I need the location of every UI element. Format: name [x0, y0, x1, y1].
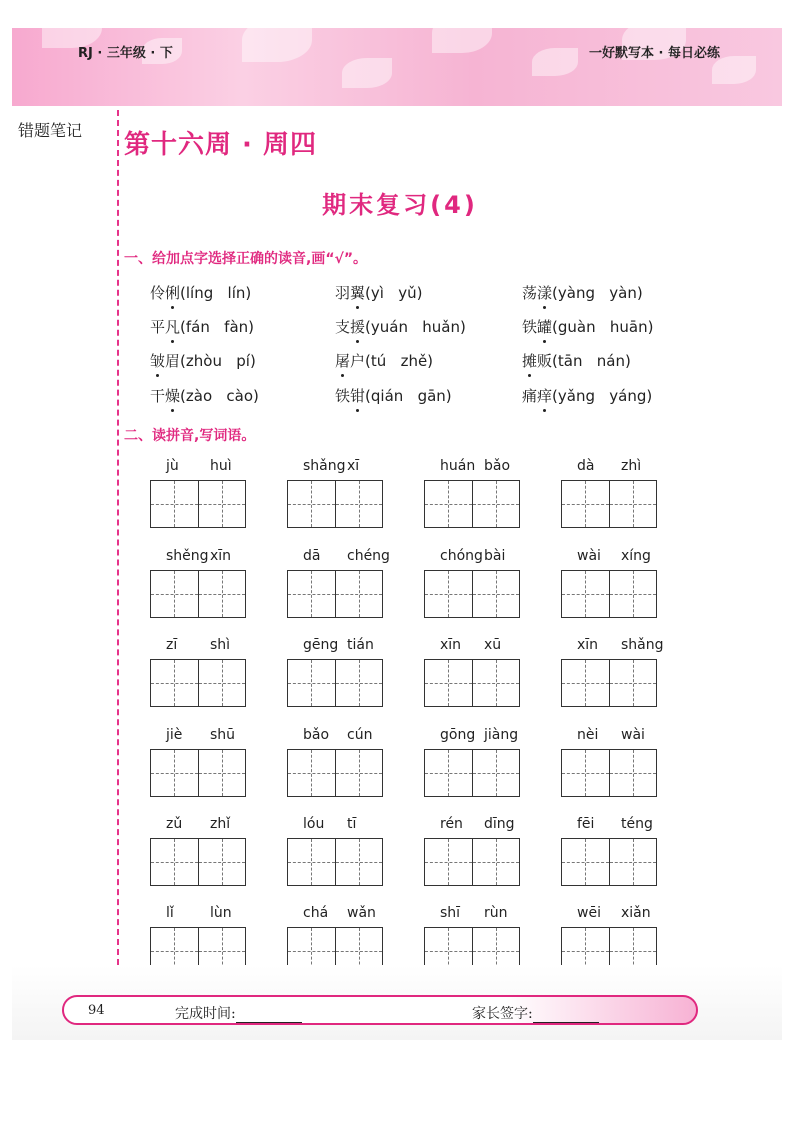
pinyin-options[interactable]: (qián gān)	[365, 387, 452, 405]
parent-signature-blank[interactable]	[533, 1008, 599, 1023]
completion-time-field[interactable]	[175, 1003, 302, 1023]
writing-grid[interactable]	[424, 480, 520, 528]
pinyin-writing-item	[150, 816, 250, 888]
word-char: 眉	[165, 352, 181, 370]
pinyin-writing-item	[287, 637, 387, 709]
pronunciation-item[interactable]	[522, 316, 653, 337]
word-char: 平	[150, 318, 166, 336]
pinyin-syllable: lóu	[303, 816, 325, 832]
parent-signature-field[interactable]	[472, 1003, 599, 1023]
pinyin-syllable: tián	[347, 637, 374, 653]
pinyin-syllable: zī	[166, 637, 178, 653]
pinyin-options[interactable]: (yì yǔ)	[365, 284, 423, 302]
pinyin-writing-item	[561, 816, 661, 888]
pinyin-options[interactable]: (guàn huān)	[552, 318, 654, 336]
tian-grid-cell[interactable]	[609, 660, 657, 706]
tian-grid-cell[interactable]	[472, 839, 520, 885]
tian-grid-cell[interactable]	[609, 481, 657, 527]
tian-grid-cell[interactable]	[472, 660, 520, 706]
dotted-char: 漾	[537, 284, 553, 302]
pinyin-syllable: bǎo	[303, 727, 330, 743]
pinyin-writing-item	[150, 637, 250, 709]
pinyin-writing-item	[561, 637, 664, 709]
section1-title: 一、给加点字选择正确的读音,画“√”。	[124, 251, 368, 267]
tian-grid-cell[interactable]	[562, 481, 609, 527]
pinyin-syllable: huì	[210, 458, 232, 474]
pinyin-writing-item	[287, 816, 387, 888]
pinyin-syllable: xīn	[440, 637, 462, 653]
pinyin-writing-item	[424, 458, 524, 530]
writing-grid[interactable]	[424, 570, 520, 618]
tian-grid-cell[interactable]	[198, 660, 246, 706]
footer-bar	[62, 995, 698, 1025]
word-char: 铁	[335, 387, 351, 405]
pronunciation-item[interactable]	[335, 385, 452, 406]
tian-grid-cell[interactable]	[425, 571, 472, 617]
word-char: 支	[335, 318, 351, 336]
pinyin-syllable: xī	[347, 458, 360, 474]
writing-grid[interactable]	[424, 659, 520, 707]
pinyin-writing-item	[150, 458, 250, 530]
tian-grid-cell[interactable]	[198, 481, 246, 527]
pinyin-syllable: gōng	[440, 727, 476, 743]
tian-grid-cell[interactable]	[472, 750, 520, 796]
dotted-char: 罐	[537, 318, 553, 336]
dotted-char: 皱	[150, 352, 166, 370]
pinyin-options[interactable]: (zhòu pí)	[180, 352, 256, 370]
dotted-char: 俐	[165, 284, 181, 302]
writing-grid[interactable]	[561, 749, 657, 797]
pronunciation-item[interactable]	[150, 350, 256, 371]
tian-grid-cell[interactable]	[472, 571, 520, 617]
dotted-char: 凡	[165, 318, 181, 336]
section2-title: 二、读拼音,写词语。	[124, 428, 256, 444]
writing-grid[interactable]	[561, 838, 657, 886]
pinyin-syllable: chéng	[347, 548, 390, 564]
writing-grid[interactable]	[287, 659, 383, 707]
writing-grid[interactable]	[424, 838, 520, 886]
pinyin-syllable: rùn	[484, 905, 508, 921]
tian-grid-cell[interactable]	[472, 481, 520, 527]
writing-grid[interactable]	[561, 570, 657, 618]
page-number: 94	[88, 1003, 105, 1018]
parent-signature-label: 家长签字:	[472, 1006, 533, 1022]
pinyin-writing-item	[287, 727, 387, 799]
pinyin-syllable: zhì	[621, 458, 642, 474]
tian-grid-cell[interactable]	[151, 481, 198, 527]
pronunciation-item[interactable]	[150, 316, 254, 337]
pronunciation-item[interactable]	[335, 282, 422, 303]
writing-grid[interactable]	[150, 838, 246, 886]
pinyin-writing-item	[287, 458, 387, 530]
pinyin-syllable: gēng	[303, 637, 339, 653]
pinyin-writing-item	[424, 816, 524, 888]
tian-grid-cell[interactable]	[562, 750, 609, 796]
tian-grid-cell[interactable]	[198, 571, 246, 617]
tian-grid-cell[interactable]	[335, 660, 383, 706]
writing-grid[interactable]	[561, 480, 657, 528]
pinyin-syllable: téng	[621, 816, 653, 832]
writing-grid[interactable]	[150, 480, 246, 528]
pinyin-syllable: xíng	[621, 548, 651, 564]
writing-grid[interactable]	[287, 570, 383, 618]
pinyin-syllable: bài	[484, 548, 506, 564]
dotted-char: 燥	[165, 387, 181, 405]
word-char: 户	[350, 352, 366, 370]
pinyin-writing-item	[150, 727, 250, 799]
pronunciation-item[interactable]	[522, 282, 643, 303]
tian-grid-cell[interactable]	[151, 660, 198, 706]
pinyin-syllable: dà	[577, 458, 595, 474]
writing-grid[interactable]	[287, 838, 383, 886]
tian-grid-cell[interactable]	[425, 750, 472, 796]
tian-grid-cell[interactable]	[425, 481, 472, 527]
tian-grid-cell[interactable]	[151, 839, 198, 885]
dotted-char: 援	[350, 318, 366, 336]
pinyin-syllable: lǐ	[166, 905, 174, 921]
tian-grid-cell[interactable]	[288, 839, 335, 885]
tian-grid-cell[interactable]	[609, 839, 657, 885]
pinyin-options[interactable]: (tān nán)	[552, 352, 631, 370]
pinyin-syllable: xīn	[577, 637, 599, 653]
pinyin-syllable: fēi	[577, 816, 595, 832]
word-char: 荡	[522, 284, 538, 302]
pinyin-options[interactable]: (yàng yàn)	[552, 284, 643, 302]
pinyin-syllable: wài	[577, 548, 601, 564]
tian-grid-cell[interactable]	[151, 750, 198, 796]
header-book-label: 一好默写本 · 每日必练	[589, 46, 720, 61]
tian-grid-cell[interactable]	[151, 571, 198, 617]
pinyin-syllable: jiè	[166, 727, 183, 743]
pinyin-syllable: shī	[440, 905, 461, 921]
pinyin-syllable: wǎn	[347, 905, 376, 921]
pinyin-writing-item	[424, 637, 524, 709]
pinyin-syllable: nèi	[577, 727, 599, 743]
pinyin-syllable: xū	[484, 637, 502, 653]
completion-time-blank[interactable]	[236, 1008, 302, 1023]
pinyin-options[interactable]: (fán fàn)	[180, 318, 254, 336]
pronunciation-item[interactable]	[150, 385, 259, 406]
pinyin-syllable: shǎng	[621, 637, 664, 653]
pinyin-syllable: jiàng	[484, 727, 519, 743]
writing-grid[interactable]	[287, 480, 383, 528]
tian-grid-cell[interactable]	[609, 571, 657, 617]
week-title: 第十六周 · 周四	[124, 130, 317, 160]
word-char: 贩	[537, 352, 553, 370]
pinyin-syllable: chá	[303, 905, 329, 921]
dotted-char: 翼	[350, 284, 366, 302]
pronunciation-item[interactable]	[522, 385, 652, 406]
pinyin-options[interactable]: (yuán huǎn)	[365, 318, 466, 336]
pinyin-writing-item	[561, 458, 661, 530]
page-header	[12, 28, 782, 106]
pinyin-options[interactable]: (zào cào)	[180, 387, 259, 405]
pronunciation-item[interactable]	[150, 282, 251, 303]
pinyin-writing-item	[561, 548, 661, 620]
writing-grid[interactable]	[150, 749, 246, 797]
word-char: 铁	[522, 318, 538, 336]
tian-grid-cell[interactable]	[198, 839, 246, 885]
pronunciation-item[interactable]	[522, 350, 631, 371]
dotted-char: 钳	[350, 387, 366, 405]
pinyin-syllable: wēi	[577, 905, 601, 921]
completion-time-label: 完成时间:	[175, 1006, 236, 1022]
pinyin-writing-item	[150, 548, 250, 620]
pinyin-options[interactable]: (líng lín)	[180, 284, 252, 302]
writing-grid[interactable]	[150, 570, 246, 618]
error-notes-label: 错题笔记	[18, 121, 83, 140]
word-char: 痛	[522, 387, 538, 405]
pinyin-writing-item	[287, 548, 390, 620]
tian-grid-cell[interactable]	[425, 660, 472, 706]
tian-grid-cell[interactable]	[609, 750, 657, 796]
dotted-char: 摊	[522, 352, 538, 370]
pinyin-syllable: zhǐ	[210, 816, 231, 832]
tian-grid-cell[interactable]	[288, 481, 335, 527]
tian-grid-cell[interactable]	[198, 750, 246, 796]
pinyin-syllable: wài	[621, 727, 645, 743]
tian-grid-cell[interactable]	[335, 750, 383, 796]
pinyin-syllable: shū	[210, 727, 236, 743]
writing-grid[interactable]	[424, 749, 520, 797]
pinyin-syllable: rén	[440, 816, 463, 832]
pinyin-syllable: tī	[347, 816, 357, 832]
pinyin-syllable: bǎo	[484, 458, 511, 474]
pinyin-options[interactable]: (tú zhě)	[365, 352, 434, 370]
tian-grid-cell[interactable]	[288, 750, 335, 796]
tian-grid-cell[interactable]	[288, 571, 335, 617]
tian-grid-cell[interactable]	[562, 571, 609, 617]
pinyin-syllable: shì	[210, 637, 231, 653]
page-title: 期末复习(4)	[322, 191, 478, 219]
tian-grid-cell[interactable]	[335, 571, 383, 617]
pronunciation-item[interactable]	[335, 350, 433, 371]
pinyin-syllable: cún	[347, 727, 373, 743]
pinyin-syllable: jù	[166, 458, 179, 474]
tian-grid-cell[interactable]	[562, 839, 609, 885]
pinyin-writing-item	[424, 548, 524, 620]
pinyin-writing-item	[424, 727, 524, 799]
pinyin-syllable: lùn	[210, 905, 232, 921]
word-char: 伶	[150, 284, 166, 302]
pinyin-syllable: shěng	[166, 548, 209, 564]
pinyin-syllable: dīng	[484, 816, 515, 832]
writing-grid[interactable]	[150, 659, 246, 707]
pinyin-syllable: zǔ	[166, 816, 183, 832]
tian-grid-cell[interactable]	[335, 839, 383, 885]
pinyin-options[interactable]: (yǎng yáng)	[552, 387, 653, 405]
dotted-char: 痒	[537, 387, 553, 405]
word-char: 羽	[335, 284, 351, 302]
pinyin-syllable: shǎng	[303, 458, 346, 474]
pinyin-syllable: dā	[303, 548, 321, 564]
writing-grid[interactable]	[287, 749, 383, 797]
pinyin-syllable: huán	[440, 458, 476, 474]
pinyin-syllable: xīn	[210, 548, 232, 564]
header-grade-label: RJ · 三年级 · 下	[78, 46, 173, 61]
margin-dashed-line	[117, 110, 119, 985]
writing-grid[interactable]	[561, 659, 657, 707]
word-char: 干	[150, 387, 166, 405]
tian-grid-cell[interactable]	[288, 660, 335, 706]
tian-grid-cell[interactable]	[335, 481, 383, 527]
pinyin-syllable: chóng	[440, 548, 483, 564]
pinyin-syllable: xiǎn	[621, 905, 651, 921]
dotted-char: 屠	[335, 352, 351, 370]
tian-grid-cell[interactable]	[562, 660, 609, 706]
pinyin-writing-item	[561, 727, 661, 799]
tian-grid-cell[interactable]	[425, 839, 472, 885]
pronunciation-item[interactable]	[335, 316, 466, 337]
